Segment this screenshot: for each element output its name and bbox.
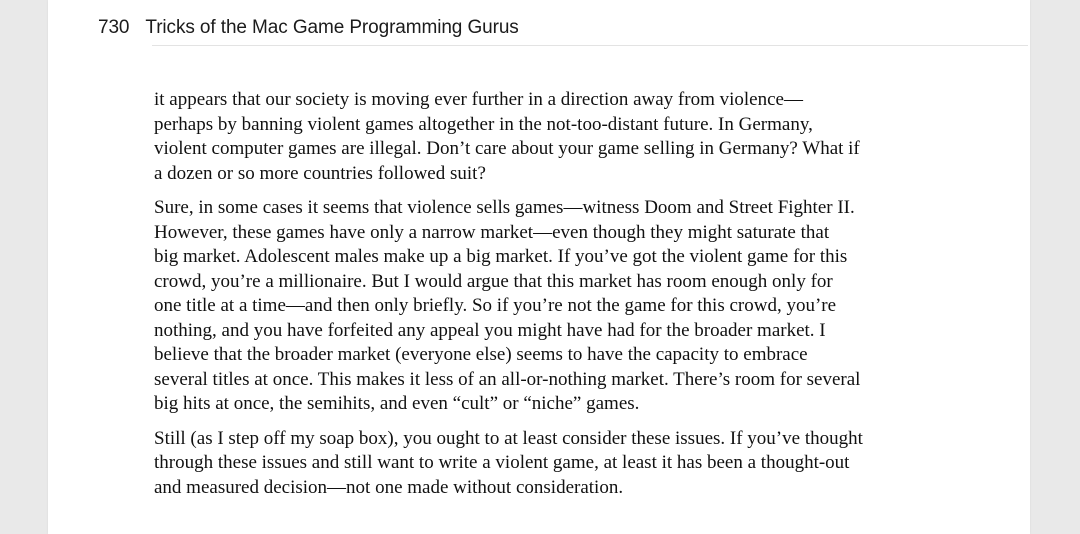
paragraph-3 xyxy=(154,427,966,501)
text-line: However, these games have only a narrow market—even though they might saturate that xyxy=(154,221,830,243)
running-head xyxy=(98,17,519,39)
body-text xyxy=(154,88,966,510)
text-line: a dozen or so more countries followed suit? xyxy=(154,162,486,184)
paragraph-1 xyxy=(154,88,966,186)
text-line: Sure, in some cases it seems that violence sells games—witness Doom and Street Fighter II. xyxy=(154,197,855,218)
text-line: Still (as I step off my soap box), you ought to at least consider these issues. If you’ve thought xyxy=(154,427,863,449)
paragraph-2 xyxy=(154,196,966,417)
text-line: and measured decision—not one made without consideration. xyxy=(154,476,624,498)
text-line: crowd, you’re a millionaire. But I would argue that this market has room enough only for xyxy=(154,270,833,292)
book-page xyxy=(48,0,1030,534)
text-line: it appears that our society is moving ever further in a direction away from violence— xyxy=(154,89,803,110)
text-line: big market. Adolescent males make up a big market. If you’ve got the violent game for this xyxy=(154,246,848,267)
text-line: big hits at once, the semihits, and even “cult” or “niche” games. xyxy=(154,393,640,414)
header-rule xyxy=(152,45,1028,46)
text-line: one title at a time—and then only briefly. So if you’re not the game for this crowd, you’re xyxy=(154,295,837,316)
text-line: through these issues and still want to write a violent game, at least it has been a thought-out xyxy=(154,452,850,473)
text-line: believe that the broader market (everyone else) seems to have the capacity to embrace xyxy=(154,344,808,365)
page-number: 730 xyxy=(98,17,130,38)
book-title: Tricks of the Mac Game Programming Gurus xyxy=(145,17,519,38)
text-line: violent computer games are illegal. Don’t care about your game selling in Germany? What if xyxy=(154,138,860,159)
text-line: several titles at once. This makes it less of an all-or-nothing market. There’s room for several xyxy=(154,368,861,390)
text-line: nothing, and you have forfeited any appeal you might have had for the broader market. I xyxy=(154,319,826,341)
text-line: perhaps by banning violent games altogether in the not-too-distant future. In Germany, xyxy=(154,113,813,135)
